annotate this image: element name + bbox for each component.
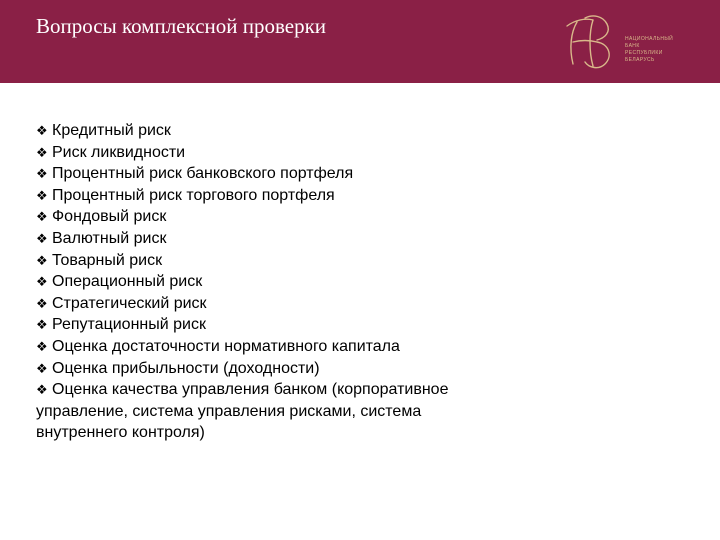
bank-name-text bbox=[625, 36, 695, 64]
bullet-icon: ❖ bbox=[36, 144, 48, 160]
list-item: ❖ Оценка достаточности нормативного капитала bbox=[36, 336, 516, 358]
bullet-icon: ❖ bbox=[36, 360, 48, 376]
list-item: ❖ Оценка прибыльности (доходности) bbox=[36, 358, 516, 380]
bank-name-line: БАНК bbox=[625, 43, 640, 49]
list-item: ❖ Процентный риск банковского портфеля bbox=[36, 163, 516, 185]
bullet-icon: ❖ bbox=[36, 252, 48, 268]
list-item: ❖ Риск ликвидности bbox=[36, 142, 516, 164]
bullet-icon: ❖ bbox=[36, 187, 48, 203]
slide-title: Вопросы комплексной проверки bbox=[36, 14, 327, 38]
list-item: ❖ Репутационный риск bbox=[36, 314, 516, 336]
risk-list bbox=[36, 120, 516, 444]
list-item: ❖ Операционный риск bbox=[36, 271, 516, 293]
bullet-icon: ❖ bbox=[36, 230, 48, 246]
bank-monogram-icon bbox=[563, 12, 619, 74]
header-bar bbox=[0, 0, 720, 83]
list-item: ❖ Оценка качества управления банком (корпоративное управление, система управления рисками, система внутреннего контроля) bbox=[36, 381, 449, 442]
list-item: ❖ Кредитный риск bbox=[36, 120, 516, 142]
bank-name-line: НАЦИОНАЛЬНЫЙ bbox=[625, 36, 674, 42]
bullet-icon: ❖ bbox=[36, 166, 48, 182]
bank-name-line: РЕСПУБЛИКИ bbox=[625, 50, 663, 56]
bullet-icon: ❖ bbox=[36, 295, 48, 311]
list-item: ❖ Валютный риск bbox=[36, 228, 516, 250]
list-item: ❖ Процентный риск торгового портфеля bbox=[36, 185, 516, 207]
bullet-icon: ❖ bbox=[36, 338, 48, 354]
bullet-icon: ❖ bbox=[36, 123, 48, 138]
bank-name-line: БЕЛАРУСЬ bbox=[625, 57, 655, 63]
bullet-icon: ❖ bbox=[36, 382, 48, 398]
list-item: ❖ Фондовый риск bbox=[36, 206, 516, 228]
bullet-icon: ❖ bbox=[36, 209, 48, 225]
bullet-icon: ❖ bbox=[36, 274, 48, 290]
bank-logo bbox=[563, 12, 693, 74]
list-item: ❖ Стратегический риск bbox=[36, 293, 516, 315]
list-item: ❖ Товарный риск bbox=[36, 250, 516, 272]
bullet-icon: ❖ bbox=[36, 317, 48, 333]
